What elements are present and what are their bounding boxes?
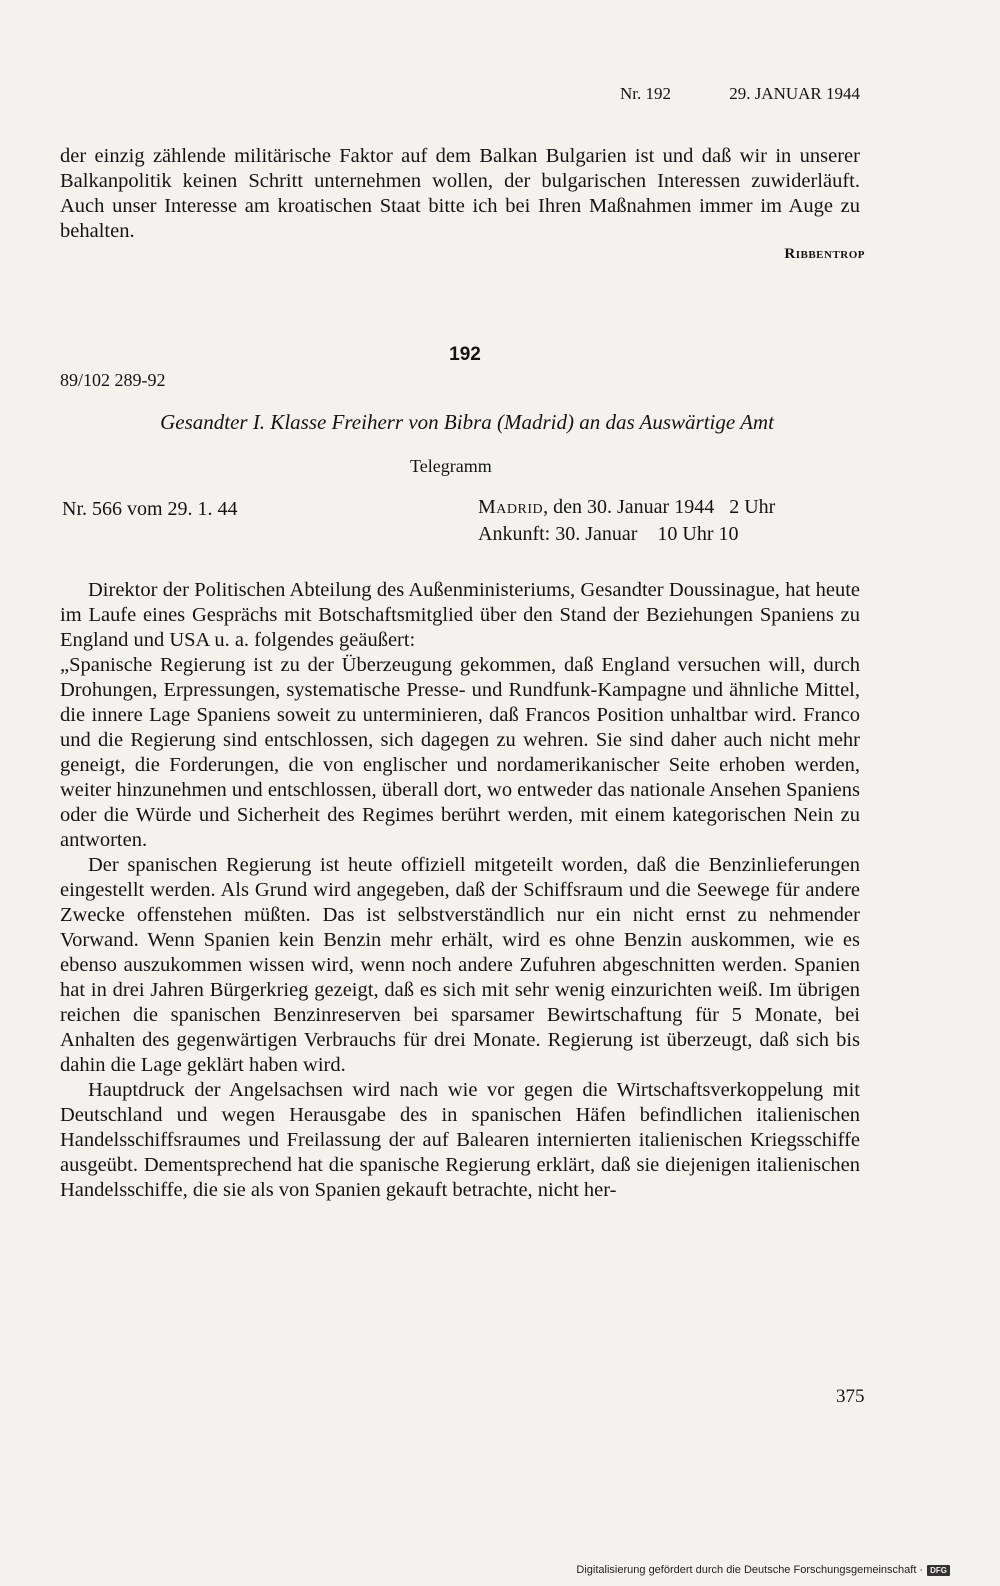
page-number: 375: [836, 1386, 865, 1407]
header-doc-number: Nr. 192: [620, 84, 671, 103]
signature: Ribbentrop: [784, 246, 865, 262]
sent-date-time: , den 30. Januar 1944 2 Uhr: [543, 496, 776, 518]
file-reference: 89/102 289-92: [60, 370, 166, 390]
paragraph: Der spanischen Regierung ist heute offiziell mitgeteilt worden, daß die Benzinlieferungen eingestellt werden. Als Grund wird angegeben, daß der Schiffsraum und die Seewege für andere Zwecke offenstehen müßten. Das ist selbstverständlich nur ein nicht ernst zu nehmender Vorwand. Wenn Spanien kein Benzin mehr erhält, wird es ohne Benzin auskommen, wie es ebenso auszukommen wissen wird, wenn noch andere Zufuhren abgeschnitten werden. Spanien hat in drei Jahren Bürgerkrieg gezeigt, daß es sich mit sehr wenig einzurichten weiß. Im übrigen reichen die spanischen Benzinreserven bei sparsamer Bewirtschaftung für 5 Monate, bei Anhalten des gegenwärtigen Verbrauchs für drei Monate. Regierung ist überzeugt, daß sich bis dahin die Lage geklärt haben wird.: [60, 854, 860, 1076]
paragraph: „Spanische Regierung ist zu der Überzeugung gekommen, daß England versuchen will, durch Drohungen, Erpressungen, systematische Presse- und Rundfunk-Kampagne und ähnliche Mittel, die innere Lage Spaniens soweit zu unterminieren, daß Francos Position unhaltbar wird. Franco und die Regierung sind entschlossen, sich dagegen zu wehren. Sie sind daher auch nicht mehr geneigt, die Forderungen, die von englischer und nordamerikanischer Seite erhoben werden, weiter hinzunehmen und entschlossen, überall dort, wo entweder das nationale Ansehen Spaniens oder die Würde und Sicherheit des Regimes berührt werden, mit einem kategorischen Nein zu antworten.: [60, 654, 860, 851]
header-date: 29. JANUAR 1944: [729, 84, 860, 103]
paragraph: Hauptdruck der Angelsachsen wird nach wie vor gegen die Wirtschaftsverkoppelung mit Deutschland und wegen Herausgabe des in spanischen Häfen befindlichen italienischen Handelsschiffsraumes und Freilassung der auf Balearen internierten italienischen Kriegsschiffe ausgeübt. Dementsprechend hat die spanische Regierung erklärt, daß sie diejenigen italienischen Handelsschiffe, die sie als von Spanien gekauft betrachte, nicht her-: [60, 1079, 860, 1201]
document-type: Telegramm: [410, 456, 492, 476]
sent-city: Madrid: [478, 496, 544, 518]
digitization-footer: [576, 1564, 950, 1576]
paragraph: Direktor der Politischen Abteilung des Außenministeriums, Gesandter Doussinague, hat heute im Laufe eines Gesprächs mit Botschaftsmitglied über den Stand der Beziehungen Spaniens zu England und USA u. a. folgendes geäußert:: [60, 579, 860, 651]
sent-line: [478, 494, 775, 521]
telegram-body: [60, 578, 860, 1203]
document-heading: Gesandter I. Klasse Freiherr von Bibra (Madrid) an das Auswärtige Amt: [160, 410, 774, 434]
footer-text: Digitalisierung gefördert durch die Deutsche Forschungsgemeinschaft ·: [576, 1564, 924, 1576]
document-number: 192: [449, 344, 481, 365]
previous-document-text: der einzig zählende militärische Faktor auf dem Balkan Bulgarien ist und daß wir in unserer Balkanpolitik keinen Schritt unternehmen wollen, der bulgarischen Interessen zuwiderläuft. Auch unser Interesse am kroatischen Staat bitte ich bei Ihren Maßnahmen immer im Auge zu behalten.: [60, 145, 860, 242]
arrival-line: Ankunft: 30. Januar 10 Uhr 10: [478, 523, 739, 545]
telegram-number: Nr. 566 vom 29. 1. 44: [62, 498, 238, 520]
dfg-logo-icon: DFG: [927, 1565, 950, 1576]
telegram-dispatch: [478, 494, 775, 548]
running-header: [620, 84, 860, 104]
